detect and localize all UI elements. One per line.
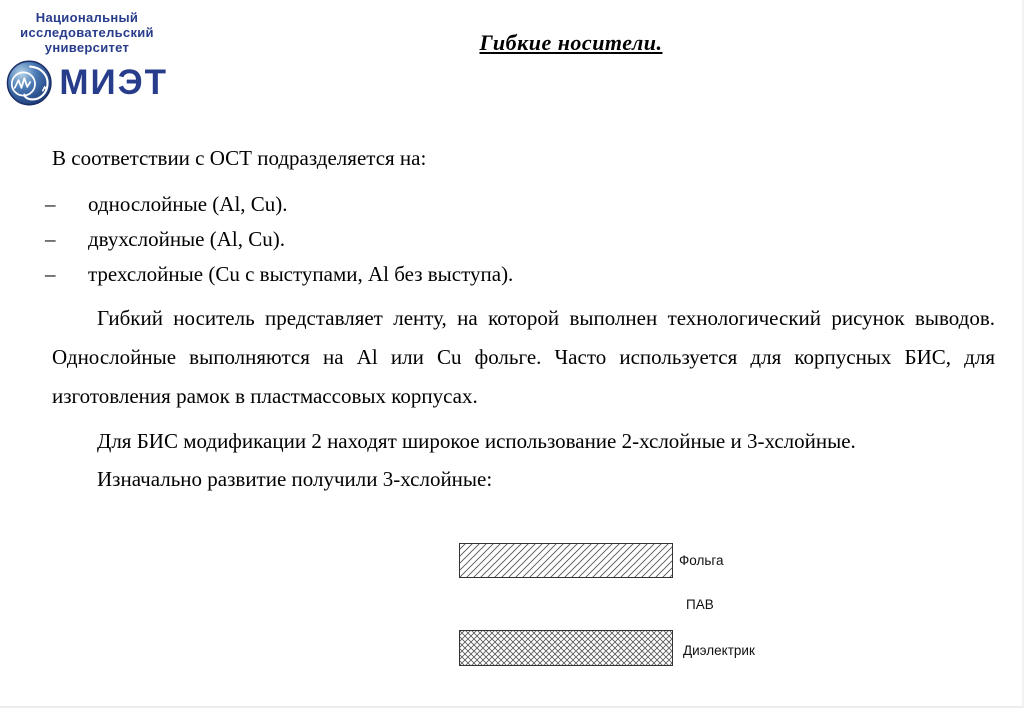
body-paragraph: Гибкий носитель представляет ленту, на которой выполнен технологический рисунок выводов. Однослойные выполняются на Al или Cu фольге. Часто используется для корпусных БИС, для изготовления рамок в пластмассовых корпусах. xyxy=(52,306,995,408)
bullet-item xyxy=(45,227,965,262)
bullet-item xyxy=(45,192,965,227)
bullet-marker: – xyxy=(45,262,56,286)
foil-layer-label: Фольга xyxy=(679,553,724,568)
bullet-text: двухслойные (Al, Cu). xyxy=(88,227,285,251)
university-name-line1: Национальный xyxy=(35,10,139,25)
miet-acronym: МИЭТ xyxy=(59,63,168,102)
university-name-line3: университет xyxy=(44,40,130,55)
dielectric-layer-rect xyxy=(459,630,673,666)
miet-globe-icon xyxy=(6,59,52,107)
bullet-item xyxy=(45,262,965,297)
bullet-list xyxy=(45,192,965,297)
university-name-line2: исследовательский xyxy=(20,25,154,40)
foil-layer-rect xyxy=(459,543,673,578)
university-logo xyxy=(6,10,168,107)
pav-layer-label: ПАВ xyxy=(686,597,714,612)
body-paragraph: Для БИС модификации 2 находят широкое использование 2-хслойные и 3-хслойные. xyxy=(97,429,856,453)
intro-text: В соответствии с ОСТ подразделяется на: xyxy=(52,146,427,170)
dielectric-layer-label: Диэлектрик xyxy=(683,643,755,658)
bullet-marker: – xyxy=(45,192,56,216)
bullet-text: однослойные (Al, Cu). xyxy=(88,192,288,216)
bullet-marker: – xyxy=(45,227,56,251)
bullet-text: трехслойные (Cu с выступами, Al без выступа). xyxy=(88,262,514,286)
logo-row xyxy=(6,59,168,107)
page-title: Гибкие носители. xyxy=(479,30,663,55)
title-container xyxy=(120,30,1022,56)
body-paragraph: Изначально развитие получили 3-хслойные: xyxy=(97,467,493,491)
